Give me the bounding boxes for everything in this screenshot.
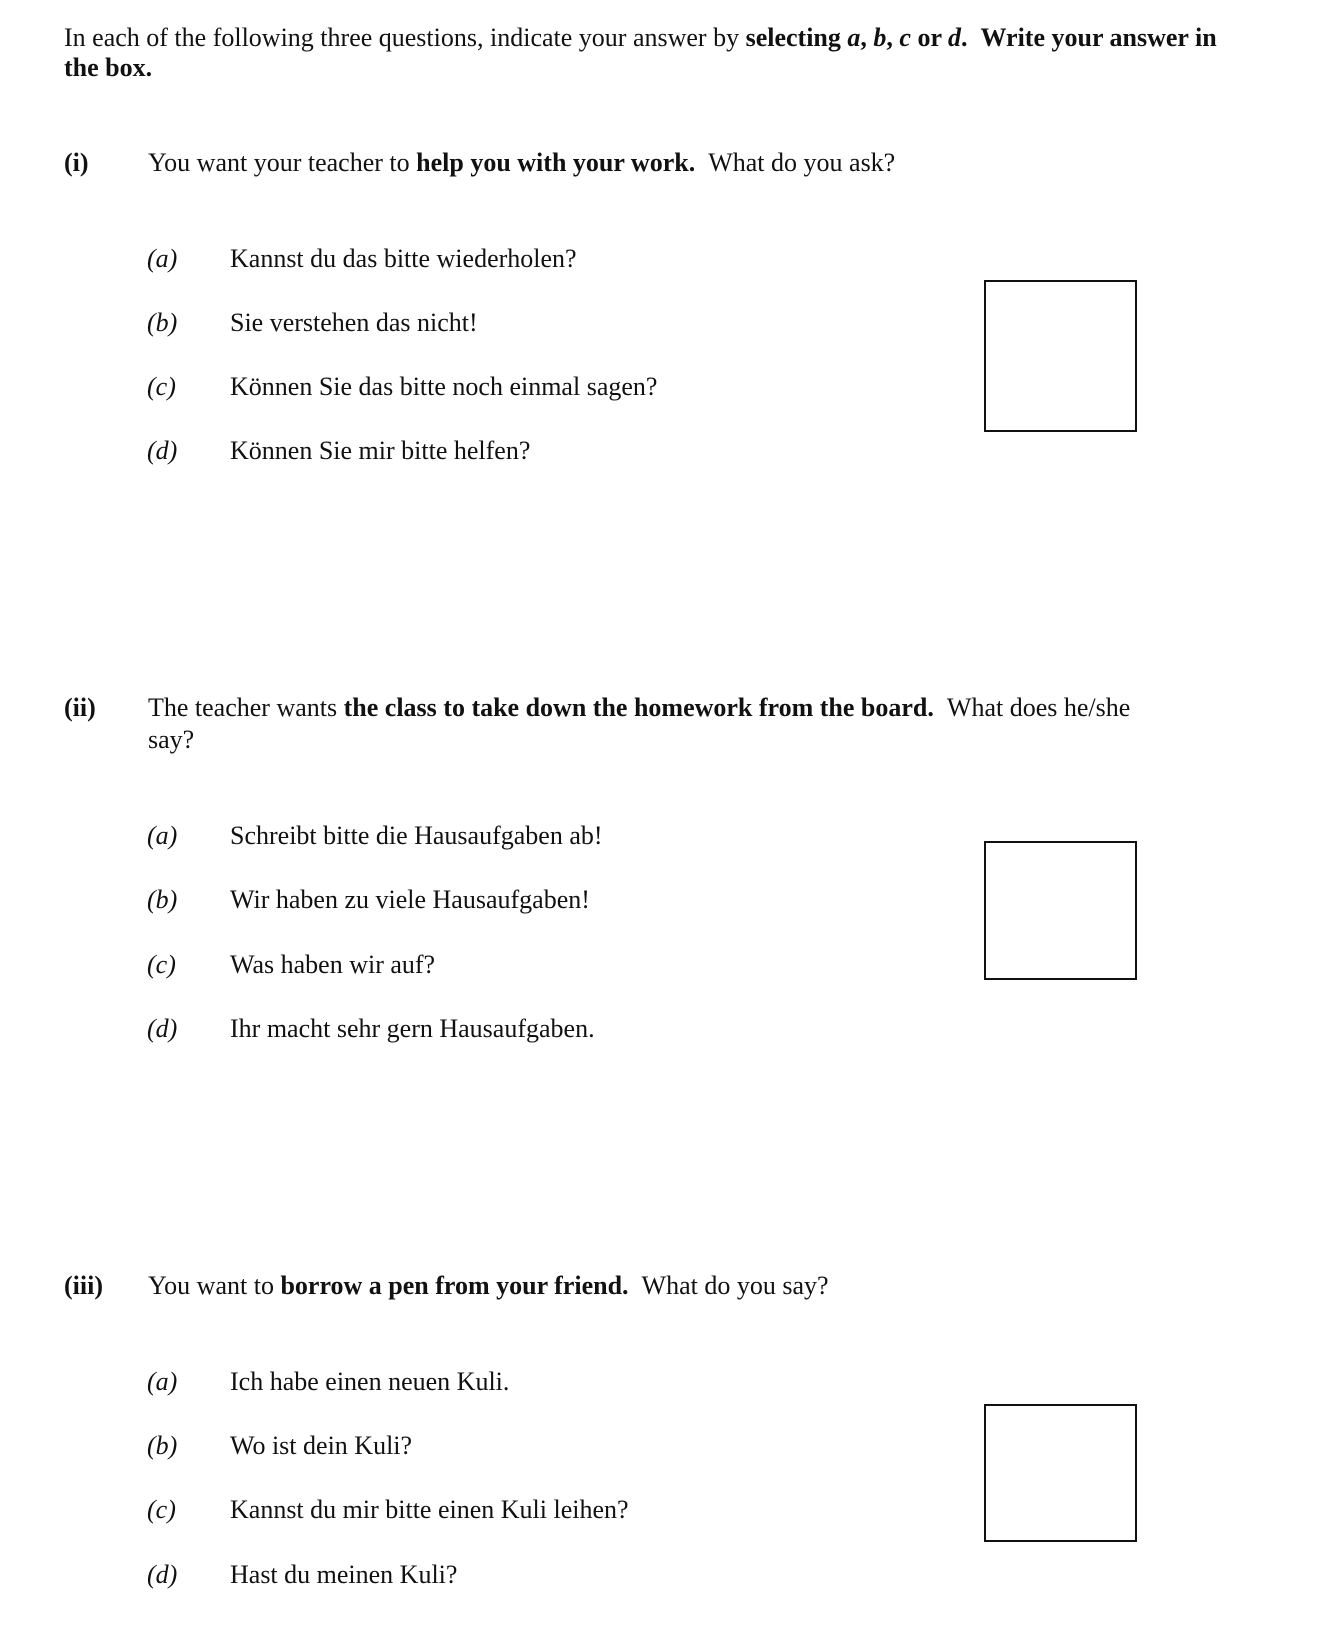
question-1-option-b-letter: (b) (147, 308, 178, 337)
question-3-number: (iii) (64, 1271, 103, 1300)
question-2-option-a-text: Schreibt bitte die Hausaufgaben ab! (230, 821, 603, 850)
instruction-line-1: In each of the following three questions, indicate your answer by selecting a, b, c or d. Write your answer in (64, 23, 1217, 52)
question-1-option-a-text: Kannst du das bitte wiederholen? (230, 244, 577, 273)
question-2-number: (ii) (64, 693, 96, 722)
question-1-option-d-text: Können Sie mir bitte helfen? (230, 436, 531, 465)
question-3-prompt: You want to borrow a pen from your friend. What do you say? (148, 1271, 829, 1300)
question-1-option-d-letter: (d) (147, 436, 178, 465)
question-2-option-d-letter: (d) (147, 1014, 178, 1043)
question-2-prompt: The teacher wants the class to take down the homework from the board. What does he/she (148, 693, 1131, 722)
question-1-option-b-text: Sie verstehen das nicht! (230, 308, 478, 337)
question-3-answer-box[interactable] (984, 1404, 1137, 1542)
question-2-option-b-text: Wir haben zu viele Hausaufgaben! (230, 885, 590, 914)
question-3-option-b-letter: (b) (147, 1431, 178, 1460)
question-3-option-d-text: Hast du meinen Kuli? (230, 1560, 458, 1589)
question-3-option-c-text: Kannst du mir bitte einen Kuli leihen? (230, 1495, 629, 1524)
question-3-option-a-letter: (a) (147, 1367, 178, 1396)
question-2-option-c-text: Was haben wir auf? (230, 950, 436, 979)
question-1-number: (i) (64, 148, 89, 177)
question-2-answer-box[interactable] (984, 841, 1137, 980)
question-2-option-b-letter: (b) (147, 885, 178, 914)
instruction-text: In each of the following three questions, indicate your answer by (64, 23, 746, 52)
question-1-option-c-text: Können Sie das bitte noch einmal sagen? (230, 372, 658, 401)
question-2-option-a-letter: (a) (147, 821, 178, 850)
question-3-option-a-text: Ich habe einen neuen Kuli. (230, 1367, 510, 1396)
question-3-option-b-text: Wo ist dein Kuli? (230, 1431, 413, 1460)
instruction-letter-d: d (948, 23, 962, 52)
instruction-bold-write: Write your answer in (980, 23, 1217, 52)
instruction-letter-b: b (873, 23, 887, 52)
question-2-option-c-letter: (c) (147, 950, 176, 979)
question-3-option-d-letter: (d) (147, 1560, 178, 1589)
question-3-option-c-letter: (c) (147, 1495, 176, 1524)
question-2-prompt-line-2: say? (148, 725, 195, 754)
instruction-line-2: the box. (64, 53, 153, 82)
question-2-option-d-text: Ihr macht sehr gern Hausaufgaben. (230, 1014, 595, 1043)
instruction-letter-a: a (847, 23, 861, 52)
question-1-option-a-letter: (a) (147, 244, 178, 273)
question-1-option-c-letter: (c) (147, 372, 176, 401)
instruction-letter-c: c (899, 23, 911, 52)
instruction-bold-selecting: selecting (745, 23, 848, 52)
question-1-answer-box[interactable] (984, 280, 1137, 432)
question-1-prompt: You want your teacher to help you with your work. What do you ask? (148, 148, 896, 177)
